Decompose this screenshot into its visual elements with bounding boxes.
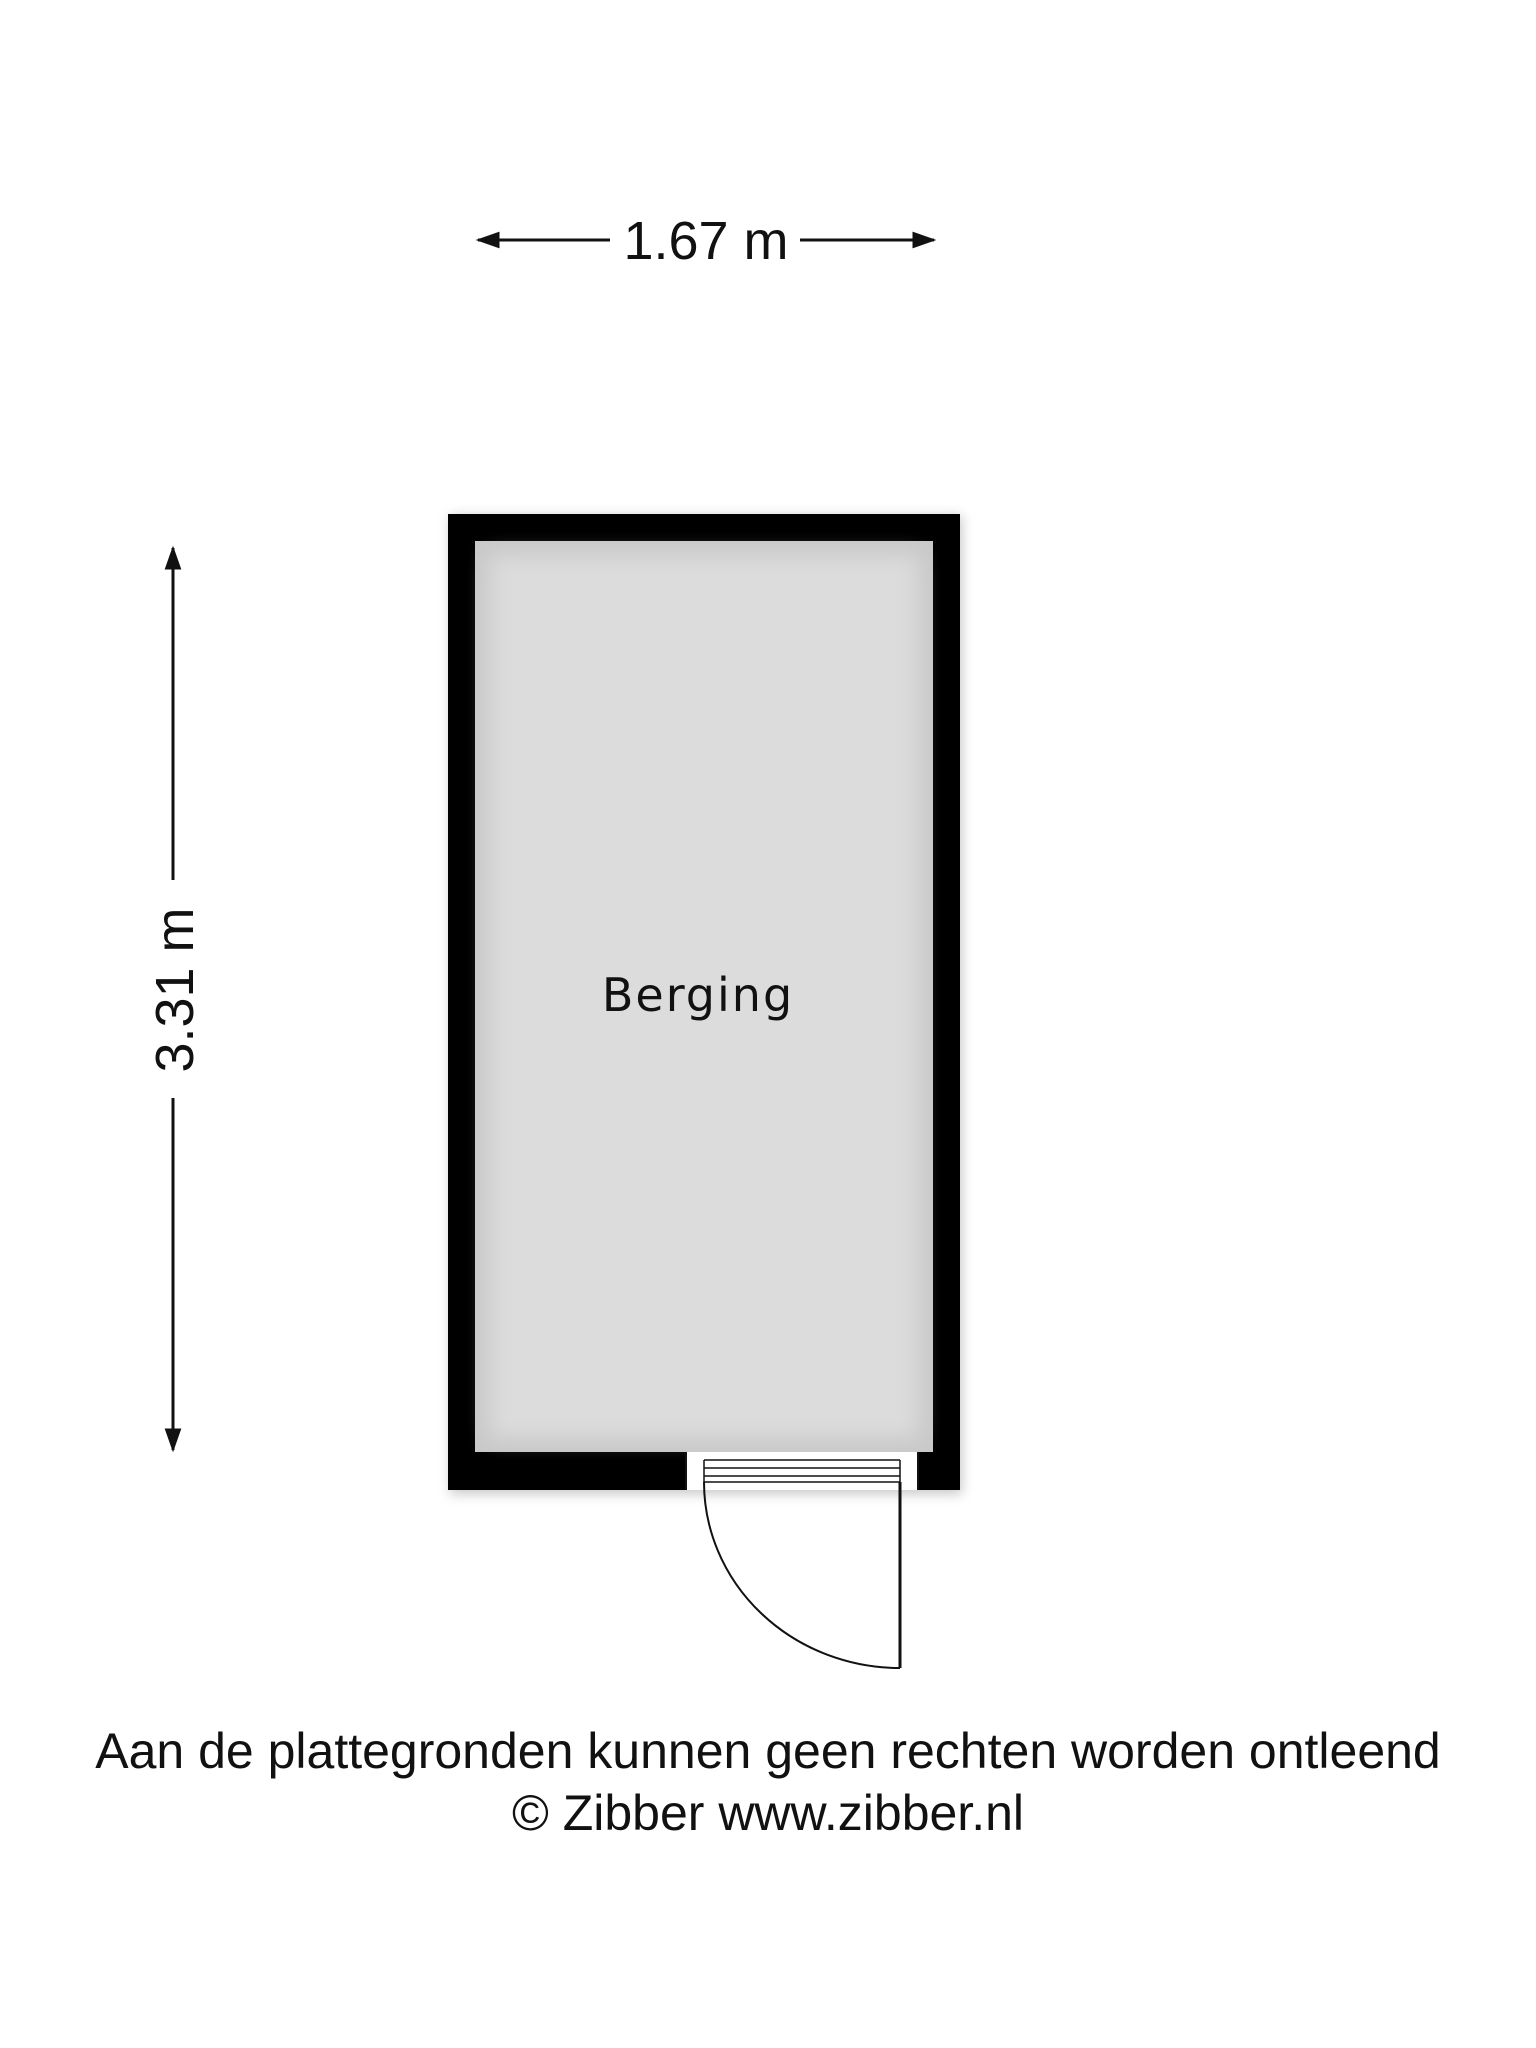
height-dimension [145,548,205,1450]
door-opening [686,1452,918,1490]
width-label: 1.67 m [623,211,789,271]
disclaimer-text: Aan de plattegronden kunnen geen rechten worden ontleend [95,1723,1441,1779]
width-dimension [478,211,934,271]
room-label: Berging [601,968,795,1022]
copyright-text: © Zibber www.zibber.nl [511,1785,1025,1841]
height-label: 3.31 m [145,907,205,1073]
footer [0,1720,1536,1844]
door-swing-arc [704,1482,900,1668]
door [686,1452,918,1668]
